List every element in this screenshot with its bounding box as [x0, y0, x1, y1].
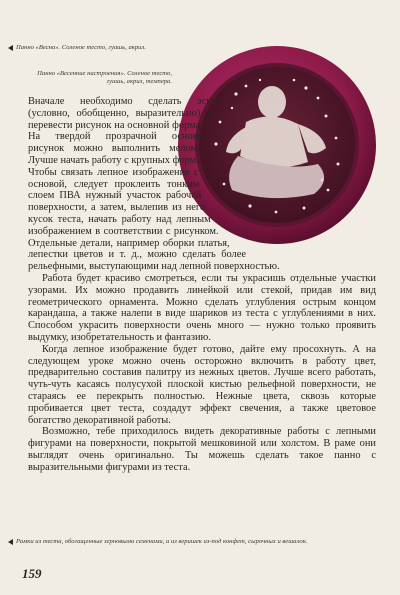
footnote-marker-icon [8, 539, 13, 545]
footnote-text: Рамки из теста, обогащенные зерновыми семенами, и из веришек из-под конфет, сырочных и вешалок. [16, 538, 308, 545]
caption-top [8, 44, 158, 52]
footnote [8, 538, 378, 546]
paragraph-4: Возможно, тебе приходилось видеть декоративные работы с лепными фигурами на поверхности, покрытой мешковиной или холстом. В раме они выглядят очень оригинально. Ты можешь сделать такое панно с выразительными фигурами из теста. [28, 426, 376, 473]
paragraph-1: Вначале необходимо сделать эскиз (условно, обобщенно, выразительно) и перевести рисунок на основной формат. На твердой прозрачной основе рисунок можно выполнить мелом. Лучше начать работу с крупных форм. Чтобы связать лепное изображение с основой, следует проклеить тонким слоем ПВА нужный участок рабочей поверхности, а затем, вылепив из него кусок теста, начать работу над лепным изображением в соответствии с рисунком. Отдельные детали, например оборки платья, лепестки цветов и т. д., можно сделать более рельефными, выступающими над лепной поверхностью. [28, 96, 280, 273]
caption-top-text: Панно «Весна». Соленое тесто, гуашь, акрил. [16, 44, 146, 51]
page-number: 159 [22, 566, 42, 581]
paragraph-2: Работа будет красиво смотреться, если ты украсишь отдельные участки узорами. Их можно продавить линейкой или стекой, придав им вид геометрического орнамента. Можно сделать углубления острым концом карандаша, а также налепи в виде шариков из теста с углублениями в них. Способом украсить поверхности очень много — нужно только проявить выдумку, изобретательность и фантазию. [28, 272, 376, 343]
caption-marker-icon [8, 45, 13, 51]
caption-bottom: Панно «Весенние настроения». Соленое тесто, гуашь, акрил, темпера. [37, 70, 172, 85]
body-text [28, 96, 376, 474]
paragraph-3: Когда лепное изображение будет готово, дайте ему просохнуть. А на следующем уроке можно очень осторожно включить в работу цвет, предварительно составив палитру из нежных цветов. Лучше всего работать, чуть-чуть касаясь полусухой плоской кистью рельефной поверхности, не стараясь ее перекрыть полностью. Нежные цвета, сквозь которые пробивается цвет теста, создадут эффект свечения, а также цветовое богатство декоративной работы. [28, 343, 376, 426]
